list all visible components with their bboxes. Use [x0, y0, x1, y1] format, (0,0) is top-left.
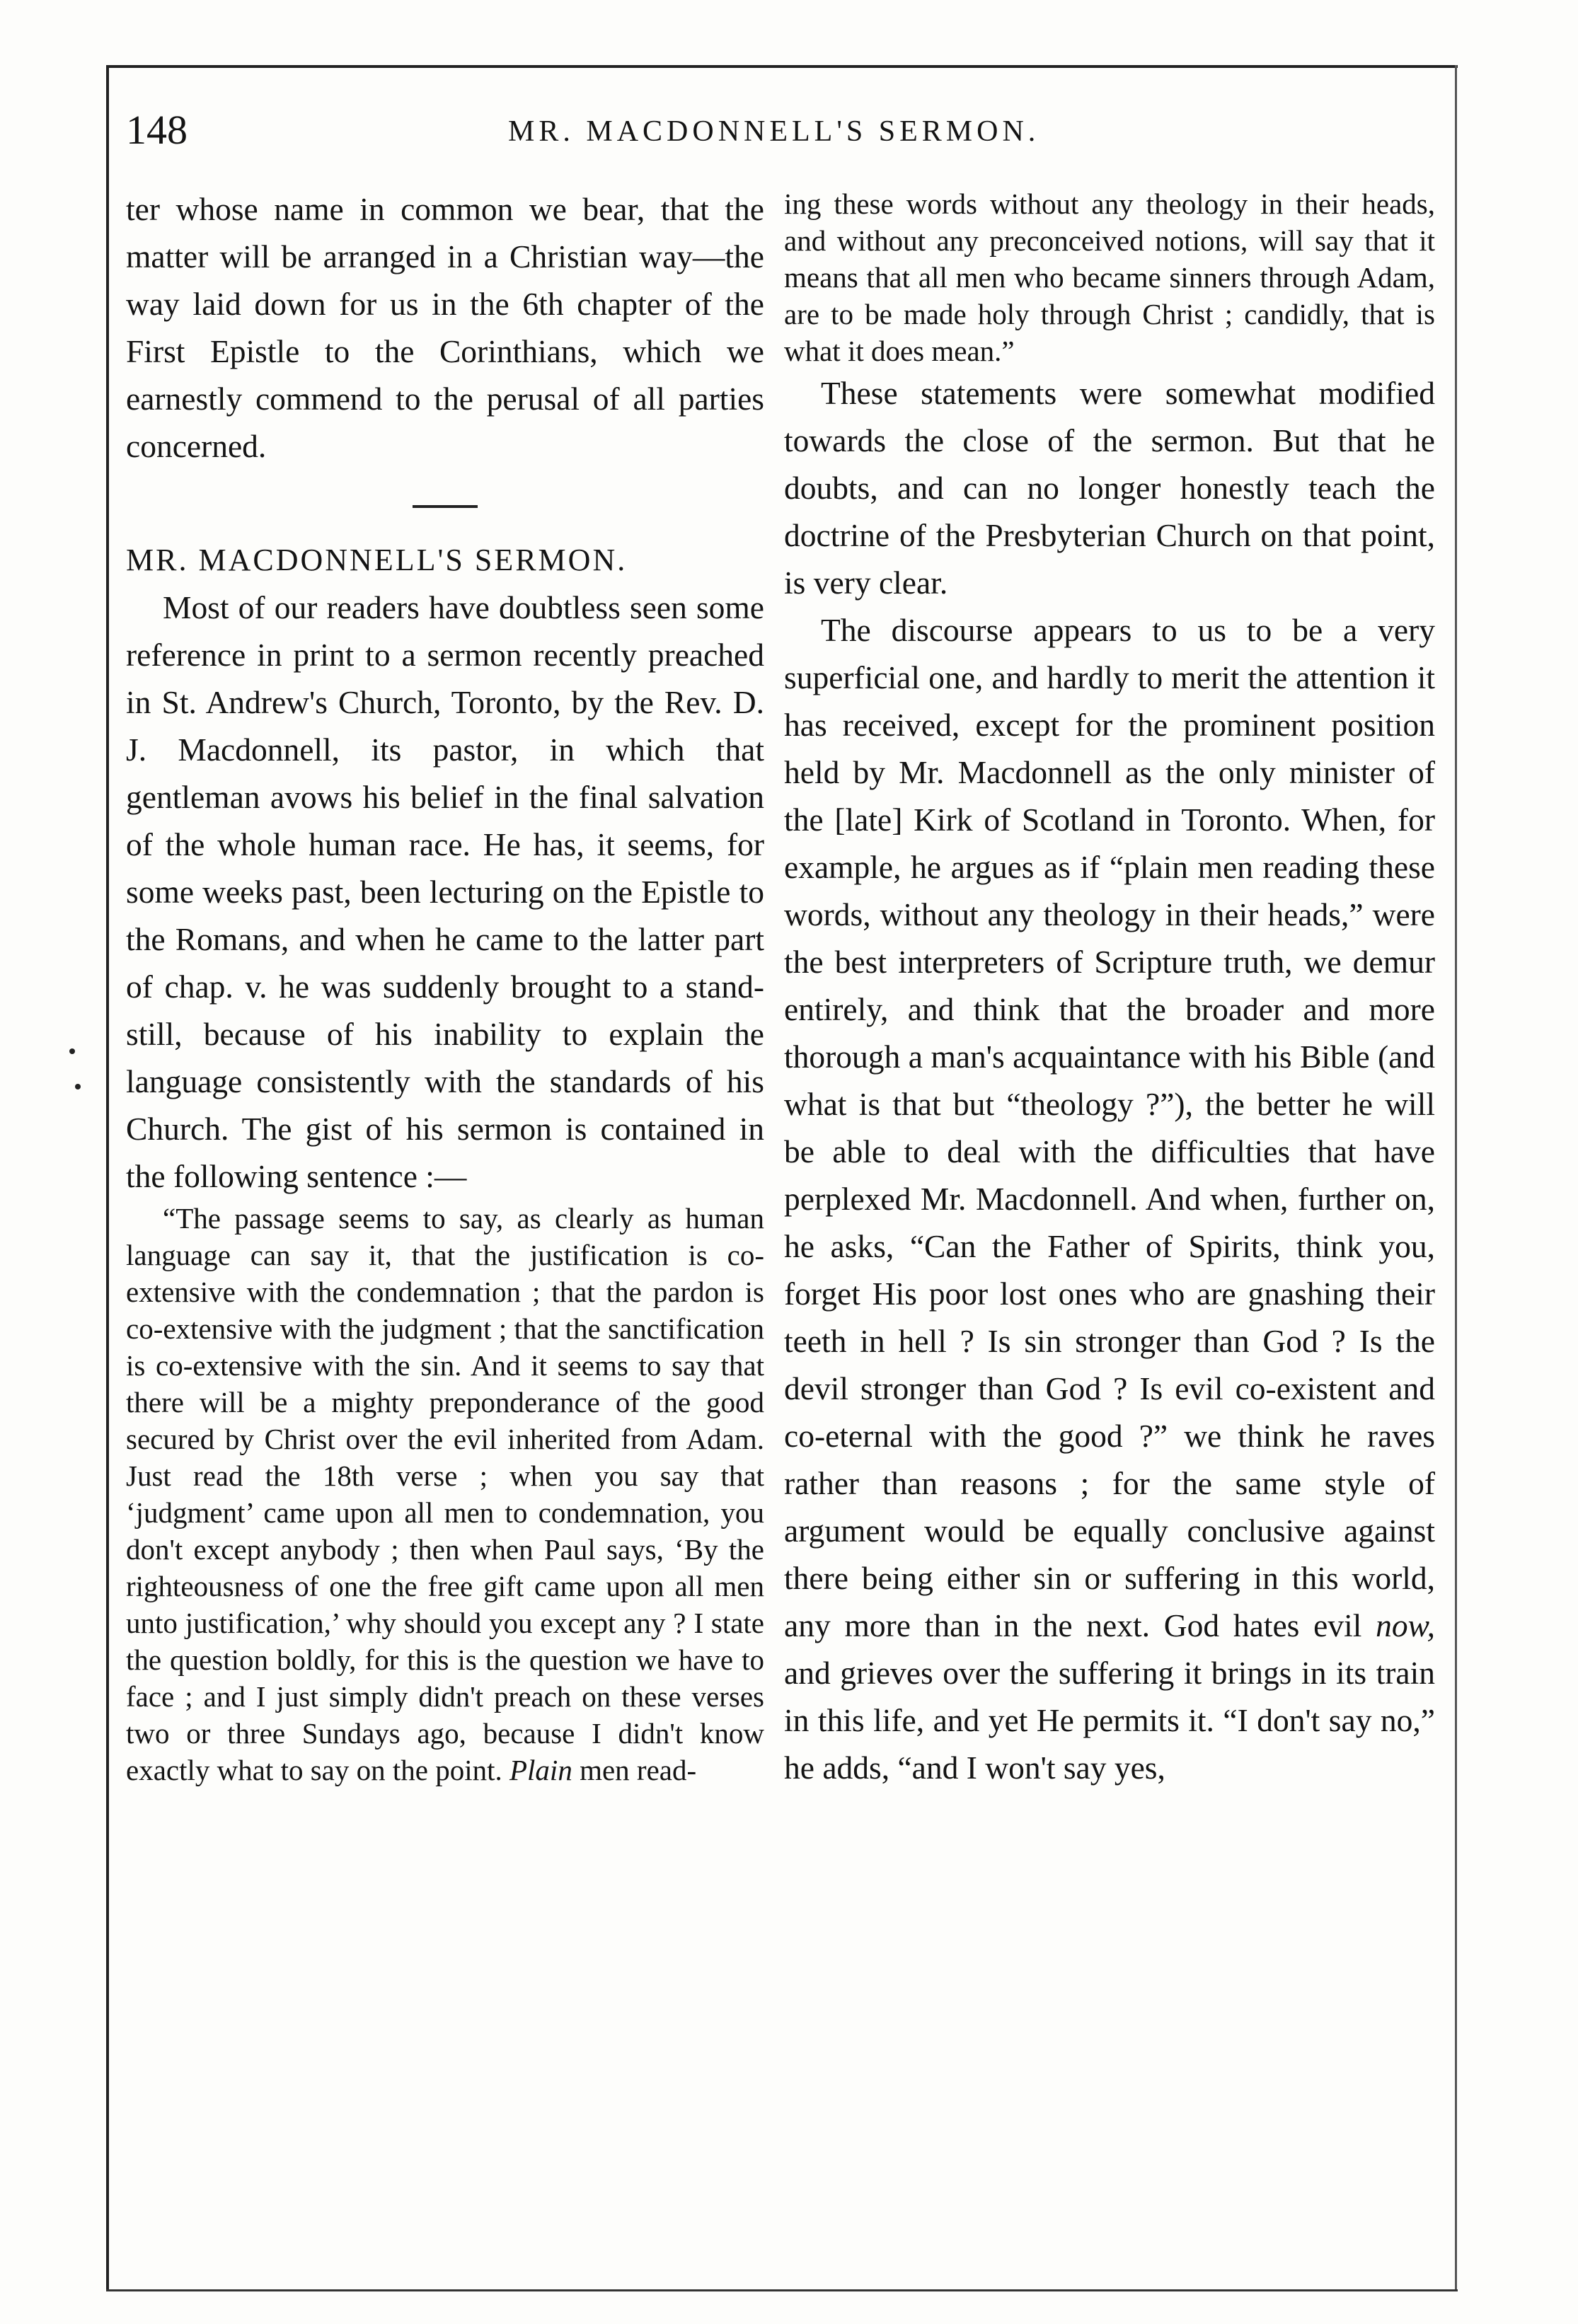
previous-article-continuation: ter whose name in common we bear, that the matter will be arranged in a Christian way—the way laid down for us in the 6th chapter of the First Epistle to the Corinthians, which we earnestly commend to the perusal of all parties concerned.: [126, 191, 764, 464]
paragraph-italic-word: now,: [1376, 1607, 1435, 1643]
paragraph-text: The discourse appears to us to be a very superficial one, and hardly to merit the attention it has received, except for the prominent position held by Mr. Macdonnell as the only minister of the [late] Kirk of Scotland in Toronto. When, for example, he argues as if “plain men reading these words, without any theology in their heads,” were the best interpreters of Scripture truth, we demur entirely, and think that the broader and more thorough a man's acquaintance with his Bible (and what is that but “theology ?”), the better he will be able to deal with the difficulties that have perplexed Mr. Macdonnell. And when, further on, he asks, “Can the Father of Spirits, think you, forget His poor lost ones who are gnashing their teeth in hell ? Is sin stronger than God ? Is the devil stronger than God ? Is evil co-existent and co-eternal with the good ?” we think he raves rather than reasons ; for the same style of argument would be equally conclusive against there being either sin or suffering in this world, any more than in the next. God hates evil: [784, 612, 1435, 1643]
quote-text-end: men read-: [580, 1754, 697, 1786]
margin-speck: [69, 1048, 75, 1054]
article-title: MR. MACDONNELL'S SERMON.: [126, 543, 628, 577]
left-column: [126, 185, 764, 1788]
top-border-rule: [106, 65, 1458, 68]
page-header: [126, 106, 1442, 163]
bottom-border-rule: [106, 2289, 1458, 2291]
paragraph-text-end: and grieves over the suffering it brings in its train in this life, and yet He permits it. “I don't say no,” he adds, “and I won't say yes,: [784, 1655, 1435, 1786]
right-border-rule: [1455, 65, 1457, 2290]
margin-speck: [75, 1084, 81, 1089]
article-paragraph: These statements were somewhat modified towards the close of the sermon. But that he doubts, and can no longer honestly teach the doctrine of the Presbyterian Church on that point, is very clear.: [784, 375, 1435, 601]
right-column: [784, 185, 1435, 1791]
left-border-rule: [106, 65, 109, 2290]
quote-text: “The passage seems to say, as clearly as human language can say it, that the justification is co-extensive with the condemnation ; that the pardon is co-extensive with the judgment ; that the sanctification is co-extensive with the sin. And it seems to say that there will be a mighty preponderance of the good secured by Christ over the evil inherited from Adam. Just read the 18th verse ; when you say that ‘judgment’ came upon all men to condemnation, you don't except anybody ; then when Paul says, ‘By the righteousness of one the free gift came upon all men unto justification,’ why should you except any ? I state the question boldly, for this is the question we have to face ; and I just simply didn't preach on these verses two or three Sundays ago, because I didn't know exactly what to say on the point.: [126, 1202, 764, 1786]
article-paragraph: Most of our readers have doubtless seen some reference in print to a sermon recently preached in St. Andrew's Church, Toronto, by the Rev. D. J. Macdonnell, its pastor, in which that gentleman avows his belief in the final salvation of the whole human race. He has, it seems, for some weeks past, been lecturing on the Epistle to the Romans, and when he came to the latter part of chap. v. he was suddenly brought to a stand-still, because of his inability to explain the language consistently with the standards of his Church. The gist of his sermon is contained in the following sentence :—: [126, 589, 764, 1194]
article-paragraph: [784, 606, 1435, 1791]
article-separator: [413, 505, 478, 508]
sermon-quotation: [126, 1200, 764, 1788]
running-title: MR. MACDONNELL'S SERMON.: [508, 115, 1040, 148]
page-number: 148: [126, 107, 188, 153]
sermon-quotation-continued: ing these words without any theology in their heads, and without any preconceived notions, will say that it means that all men who became sinners through Adam, are to be made holy through Christ ; candidly, that is what it does mean.”: [784, 187, 1435, 367]
quote-italic-word: Plain: [509, 1754, 572, 1786]
